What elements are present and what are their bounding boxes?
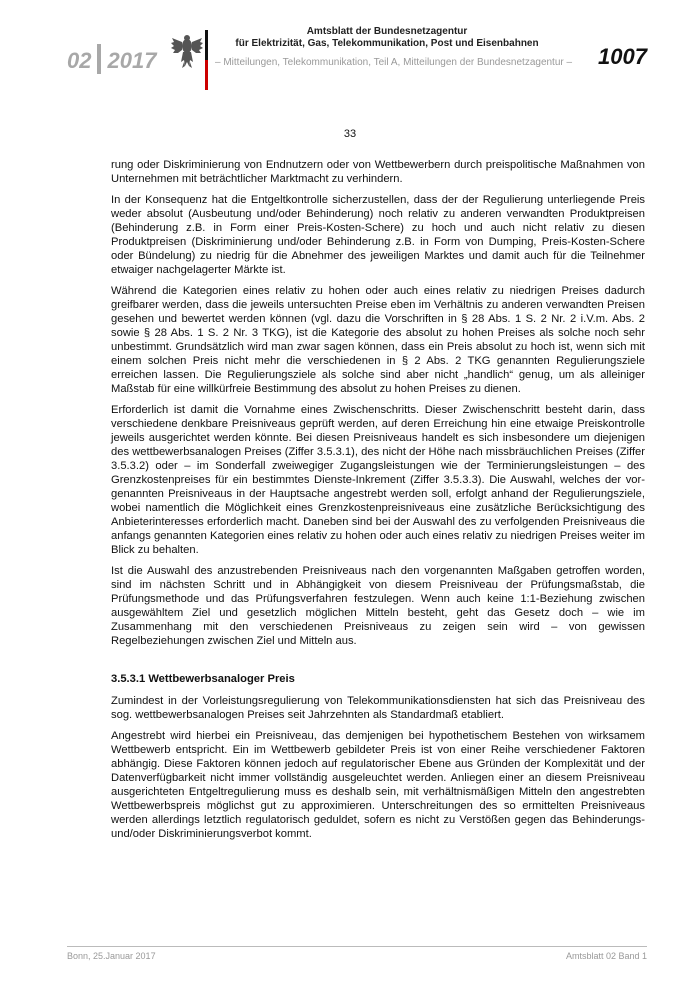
- inner-page-number: 33: [343, 128, 357, 140]
- publication-title: [212, 26, 562, 50]
- issue-number: 02: [67, 48, 92, 73]
- paragraph: Angestrebt wird hierbei ein Preisniveau, das demjenigen bei hypothetischem Bestehen von wirksamem Wettbewerb entspricht. Ein im Wettbewerb gebildeter Preis ist von einer Reihe verschiedener Faktoren abhängig. Diese Faktoren können jedoch auf regulatorischer Ebene aus Gründen der Komplexität und der Datenverfügbarkeit nicht immer vollständig ausgeleuchtet werden. Anliegen einer an diesem Preisniveau ausgerichteten Entgeltregulierung muss es deshalb sein, mit verhältnismäßigen Mitteln den angestrebten Wettbewerbspreis möglichst gut zu approximieren. Unterschreitungen des so ermittelten Preisniveaus werden allerdings letztlich regulatorisch geduldet, sofern es nicht zu Verstößen gegen das Behinderungs- und/oder Diskriminierungsverbot kommt.: [111, 730, 645, 840]
- document-body: [111, 158, 645, 848]
- page-header: [0, 0, 700, 90]
- section-heading: 3.5.3.1 Wettbewerbsanaloger Preis: [111, 673, 295, 685]
- federal-eagle-icon: [170, 32, 204, 70]
- paragraph: Während die Kategorien eines relativ zu hohen oder auch eines relativ zu niedrigen Preises dadurch greifbarer werden, dass die jeweils untersuchten Preise eben im Verhältnis zu anderen verwandten Preisen gesehen und bewertet werden können (vgl. dazu die Vorschriften in § 28 Abs. 1 S. 2 Nr. 2 i.V.m. Abs. 2 sowie § 28 Abs. 1 S. 2 Nr. 3 TKG), ist die Kategorie des absolut zu hohen Preises als solche noch sehr unbestimmt. Grundsätzlich wird man zwar sagen können, dass ein Preis absolut zu hoch ist, wenn sich mit einem solchen Preis nicht mehr die verschiedenen in § 2 Abs. 2 TKG genannten Regulierungsziele erreichen lassen. Die Regulierungsziele als solche sind aber nicht „handlich“ genug, um als alleiniger Maßstab für eine willkürfreie Bestimmung des absolut zu hohen Preises zu dienen.: [111, 285, 645, 395]
- paragraph: Ist die Auswahl des anzustrebenden Preisniveaus nach den vorgenannten Maßgaben getroffen worden, sind im nächsten Schritt und in Abhängigkeit von diesem Preisniveau der Prüfungsmaßstab, die Prüfungsmethode und das Prüfungsverfahren festzulegen. Wenn auch keine 1:1-Beziehung zwischen ausgewähltem Ziel und gesetzlich möglichen Mitteln besteht, geht das Gesetz doch – wie im Zusammenhang mit den verschiedenen Preisniveaus zu zeigen sein wird – von gewissen Regelbeziehungen zwischen Ziel und Mitteln aus.: [111, 565, 645, 647]
- paragraph: rung oder Diskriminierung von Endnutzern oder von Wettbewerbern durch preispolitische Maßnahmen von Unternehmen mit beträchtlicher Marktmacht zu verhindern.: [111, 159, 645, 185]
- paragraph: Zumindest in der Vorleistungsregulierung von Telekommunikationsdiensten hat sich das Preisniveau des sog. wettbewerbsanalogen Preises seit Jahrzehnten als Standardmaß etabliert.: [111, 695, 645, 721]
- publication-subtitle: – Mitteilungen, Telekommunikation, Teil A, Mitteilungen der Bundesnetzagentur –: [215, 57, 573, 68]
- paragraph: In der Konsequenz hat die Entgeltkontrolle sicherzustellen, dass der der Regulierung unterliegende Preis weder absolut (Ausbeutung und/oder Behinderung) noch relativ zu anderen verwandten Produktpreisen (Behinderung z.B. in Form einer Preis-Kosten-Schere) zu hoch und auch nicht relativ zu diesen Produktpreisen (Diskriminierung und/oder Behinderung z.B. in Form von Dumping, Preis-Kosten-Schere oder Bündelung) zu niedrig für die Abnehmer des jeweiligen Marktes und damit auch für die Teilnehmer etwaiger nachgelagerter Märkte ist.: [111, 194, 645, 276]
- issue-year: 2017: [107, 48, 157, 73]
- issue-label: [67, 44, 156, 74]
- publication-title-line1: Amtsblatt der Bundesnetzagentur: [306, 26, 468, 37]
- footer-issue: Amtsblatt 02 Band 1: [565, 951, 647, 961]
- flag-bar: [205, 30, 208, 90]
- issue-separator: [97, 44, 101, 74]
- paragraph: Erforderlich ist damit die Vornahme eines Zwischenschritts. Dieser Zwischenschritt besteht darin, dass verschiedene denkbare Preisniveaus geprüft werden, auf deren Erreichung hin eine etwaige Preiskontrolle jeweils ausgerichtet werden könnte. Bei diesen Preisniveaus handelt es sich insbesondere um diejenigen des wettbewerbsanalogen Preises (Ziffer 3.5.3.1), des nicht der Höhe nach missbräuchlichen Preises (Ziffer 3.5.3.2) oder – im Sonderfall zweiwegiger Zugangsleistungen wie der Terminierungsleistungen – des Grenzkostenpreises für ein bestimmtes Dienste-Inkrement (Ziffer 3.5.3.3). Die Auswahl, welches der vorgenannten Preisniveaus in der Hauptsache angestrebt werden soll, erfolgt anhand der Regulierungsziele, wobei namentlich die Möglichkeit eines Grenzkostenpreisniveaus eine zusätzliche Berücksichtigung des Anbieterinteresses erforderlich macht. Daneben sind bei der Auswahl des zu verfolgenden Preisniveaus die anfangs genannten Kategorien eines relativ zu hohen oder auch eines relativ zu niedrigen Preises weiter im Blick zu behalten.: [111, 404, 645, 556]
- footer-divider: [67, 946, 647, 947]
- page-number: 1007: [598, 44, 647, 69]
- publication-title-line2: für Elektrizität, Gas, Telekommunikation, Post und Eisenbahnen: [235, 38, 539, 49]
- footer-date: Bonn, 25.Januar 2017: [67, 951, 156, 961]
